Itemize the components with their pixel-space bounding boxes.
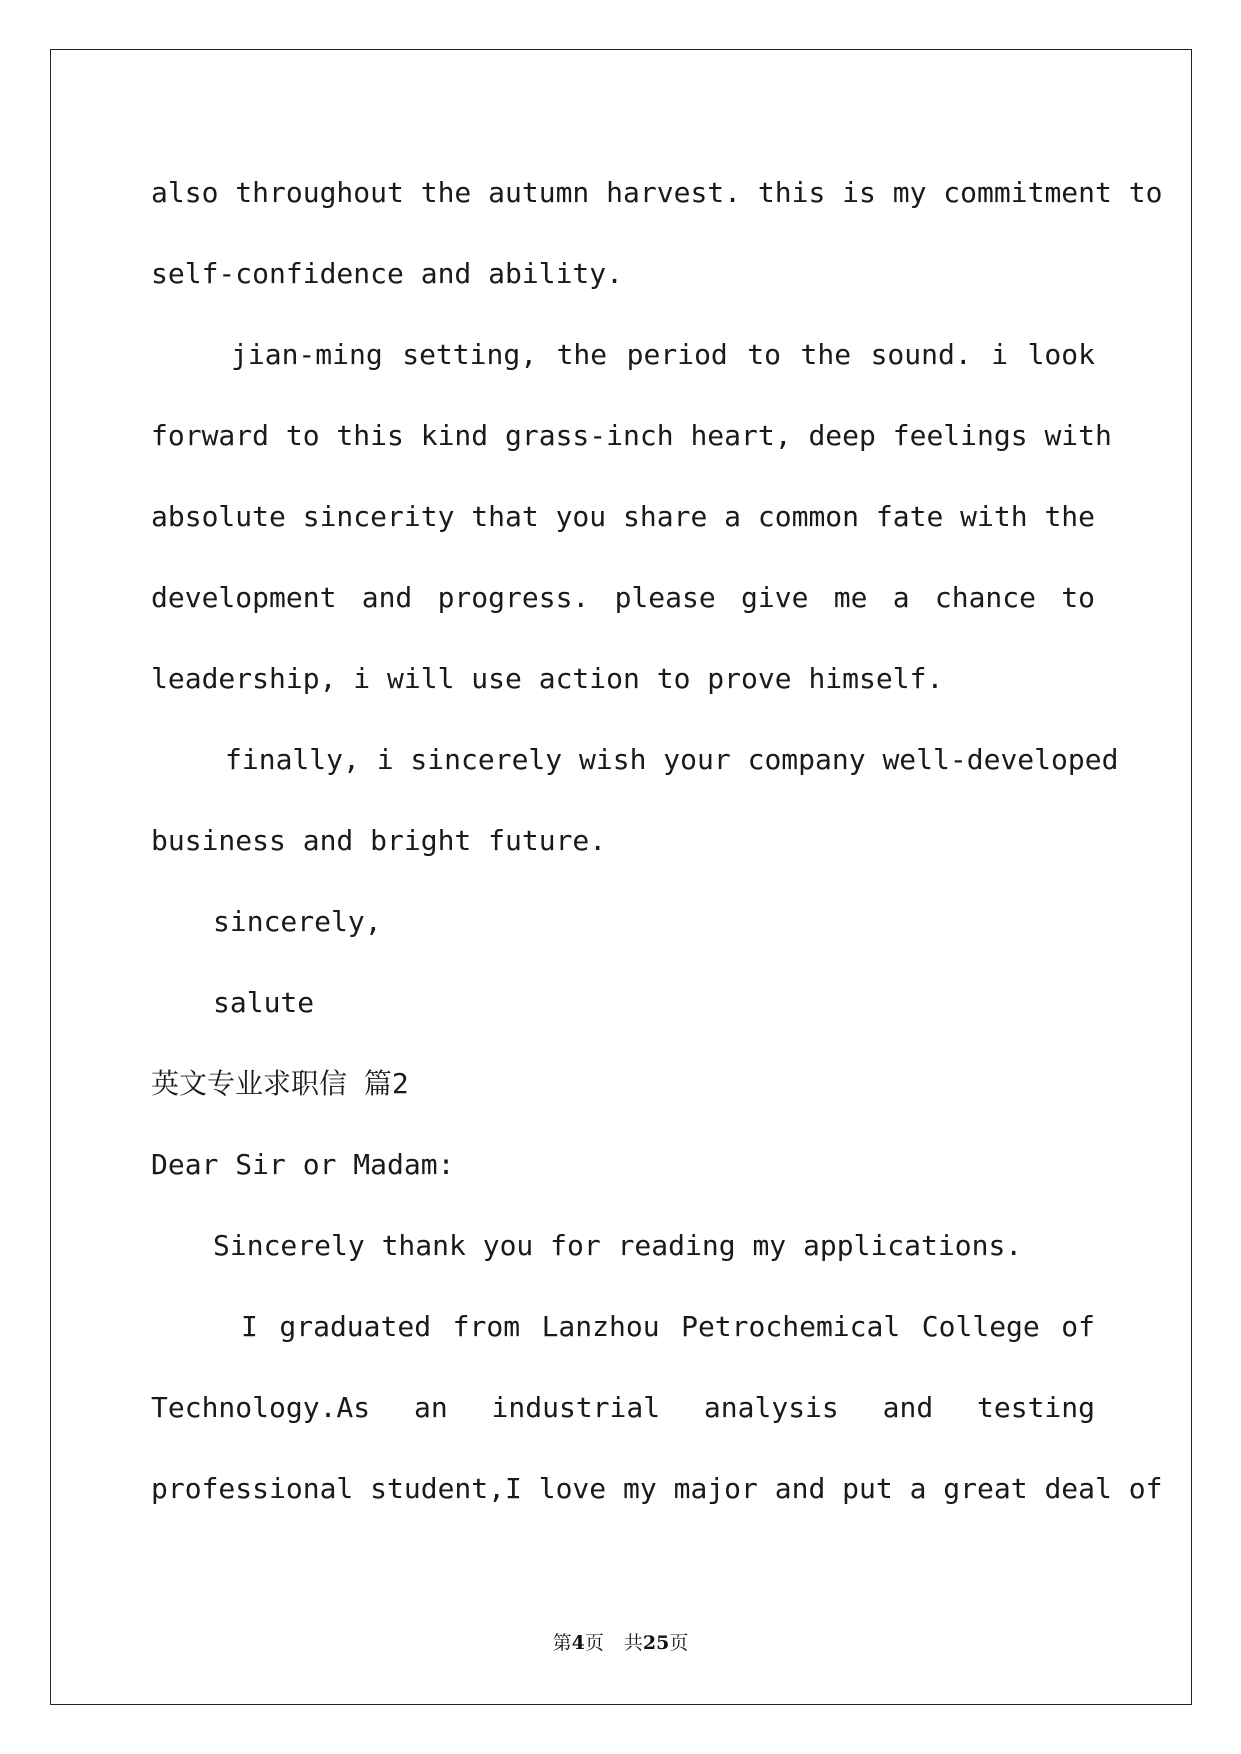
page-prefix: 第 [552, 1632, 572, 1654]
total-pages: 25 [642, 1632, 670, 1654]
page-number: 4 [571, 1632, 585, 1654]
text-line: business and bright future. [151, 824, 607, 857]
text-line: Sincerely thank you for reading my applications. [213, 1229, 1023, 1262]
page-border [50, 49, 1192, 1705]
text-line: absolute sincerity that you share a common fate with the [151, 500, 1096, 533]
text-line: forward to this kind grass-inch heart, deep feelings with [151, 419, 1112, 452]
text-line: also throughout the autumn harvest. this is my commitment to [151, 176, 1163, 209]
text-line: finally, i sincerely wish your company well-developed [225, 743, 1119, 776]
text-line: self-confidence and ability. [151, 257, 624, 290]
page-footer [0, 1628, 1241, 1655]
text-line: sincerely, [213, 905, 382, 938]
text-line: jian-ming setting, the period to the sound. i look [231, 338, 1095, 371]
text-line: development and progress. please give me a chance to [151, 581, 1095, 614]
page-suffix: 页 [584, 1632, 604, 1654]
total-suffix: 页 [669, 1632, 689, 1654]
text-line: salute [213, 986, 315, 1019]
salutation: Dear Sir or Madam: [151, 1148, 455, 1181]
text-line: Technology.As an industrial analysis and testing [151, 1391, 1095, 1424]
total-prefix: 共 [623, 1632, 643, 1654]
section-heading: 英文专业求职信 篇2 [151, 1067, 409, 1100]
text-line: I graduated from Lanzhou Petrochemical College of [241, 1310, 1095, 1343]
text-line: professional student,I love my major and put a great deal of [151, 1472, 1163, 1505]
text-line: leadership, i will use action to prove himself. [151, 662, 944, 695]
